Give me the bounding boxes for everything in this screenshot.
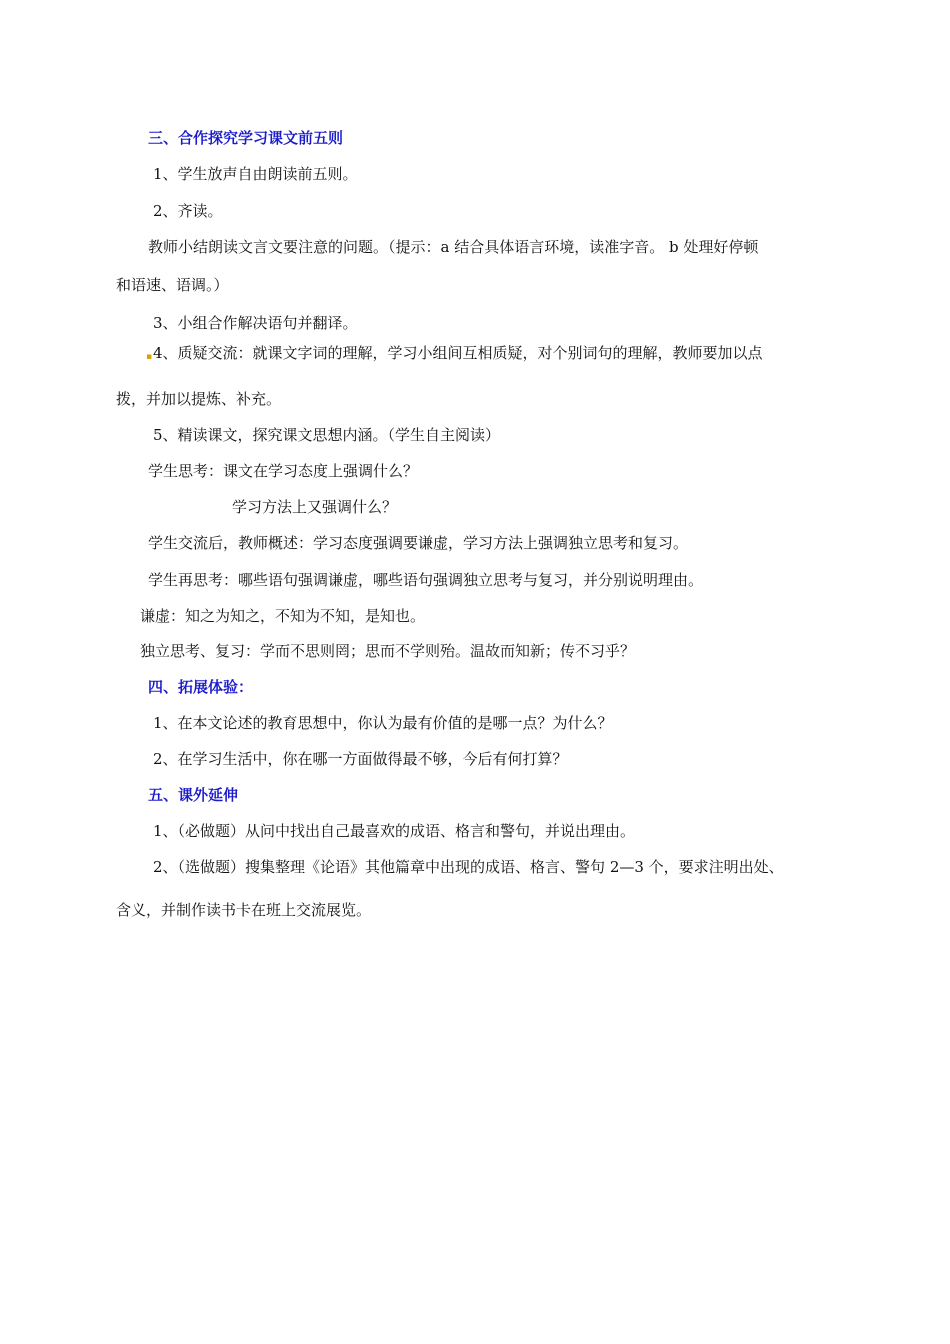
paragraph-line: 3、小组合作解决语句并翻译。 [153,314,358,332]
paragraph-line: 学习方法上又强调什么？ [232,498,398,516]
section-heading-3: 三、合作探究学习课文前五则 [148,129,344,147]
paragraph-line: 学生再思考：哪些语句强调谦虚，哪些语句强调独立思考与复习，并分别说明理由。 [148,571,704,589]
paragraph-line: 1、学生放声自由朗读前五则。 [153,165,358,183]
section-heading-4: 四、拓展体验： [148,678,254,696]
paragraph-line: 独立思考、复习：学而不思则罔；思而不学则殆。温故而知新；传不习乎？ [140,642,636,660]
paragraph-line: 2、齐读。 [153,202,223,220]
paragraph-line: 2、在学习生活中，你在哪一方面做得最不够，今后有何打算？ [153,750,568,768]
paragraph-line: 5、精读课文，探究课文思想内涵。（学生自主阅读） [153,426,501,444]
paragraph-line: 含义，并制作读书卡在班上交流展览。 [116,901,372,919]
paragraph-line: 学生交流后，教师概述：学习态度强调要谦虚，学习方法上强调独立思考和复习。 [148,534,689,552]
section-heading-5: 五、课外延伸 [148,786,239,804]
paragraph-line: 1、在本文论述的教育思想中，你认为最有价值的是哪一点？为什么？ [153,714,613,732]
edit-mark-icon: ▪ [146,352,153,362]
paragraph-line: 4、质疑交流：就课文字词的理解，学习小组间互相质疑，对个别词句的理解，教师要加以点 [153,344,763,362]
paragraph-line: 学生思考：课文在学习态度上强调什么？ [148,462,419,480]
paragraph-line: 谦虚：知之为知之，不知为不知，是知也。 [140,607,426,625]
paragraph-line: 2、（选做题）搜集整理《论语》其他篇章中出现的成语、格言、警句 2—3 个，要求注明出处、 [153,858,784,876]
paragraph-line: 教师小结朗读文言文要注意的问题。（提示：a 结合具体语言环境，读准字音。 b 处理好停顿 [148,238,759,256]
paragraph-line: 1、（必做题）从问中找出自己最喜欢的成语、格言和警句，并说出理由。 [153,822,636,840]
paragraph-line: 和语速、语调。） [116,276,229,294]
paragraph-line: 拨，并加以提炼、补充。 [116,390,282,408]
